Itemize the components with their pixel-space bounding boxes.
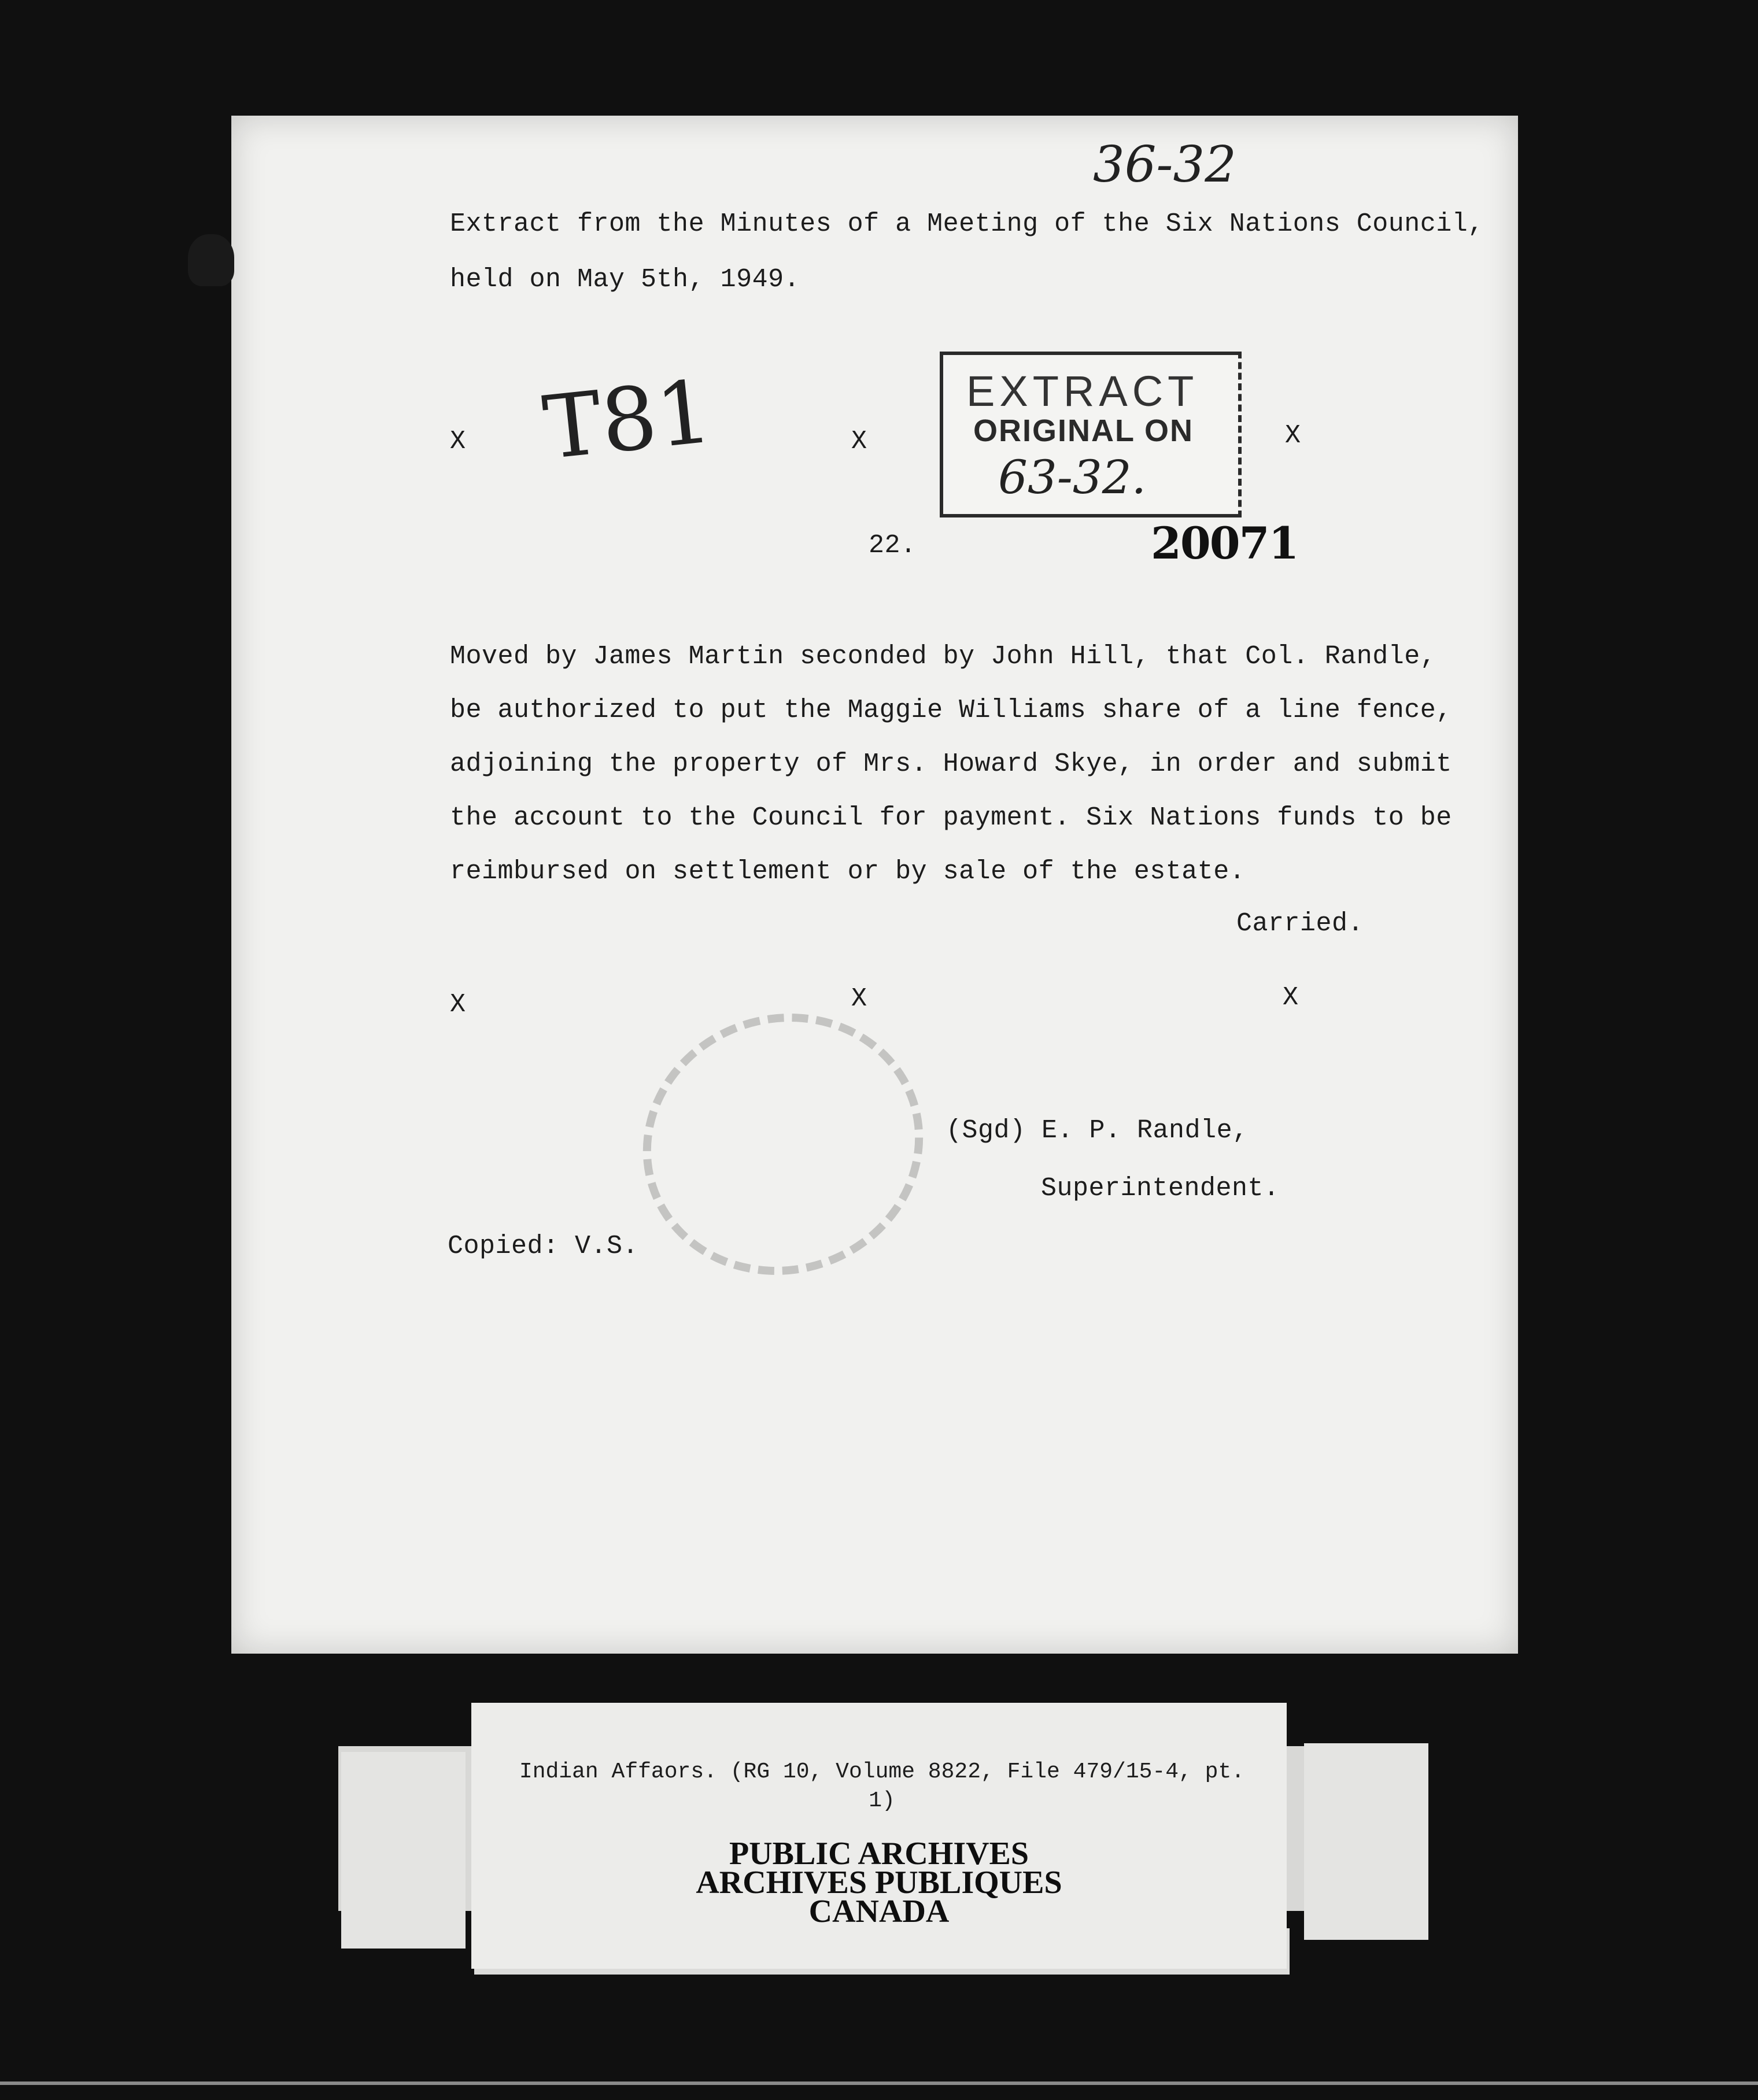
body-line-2: be authorized to put the Maggie Williams share of a line fence, xyxy=(450,696,1452,725)
margin-initials: T81 xyxy=(538,361,717,479)
body-line-4: the account to the Council for payment. Six Nations funds to be xyxy=(450,803,1452,833)
heading-line-1: Extract from the Minutes of a Meeting of the Six Nations Council, xyxy=(450,209,1484,239)
copied-note: Copied: V.S. xyxy=(448,1232,639,1261)
label-tab-left xyxy=(341,1752,466,1949)
film-edge-line xyxy=(0,2081,1758,2085)
separator-x-right-2: X xyxy=(1283,983,1299,1012)
stamp-file-reference: 63-32. xyxy=(998,450,1147,504)
archive-label xyxy=(471,1703,1287,1969)
document-page xyxy=(231,116,1518,1654)
body-line-5: reimbursed on settlement or by sale of the estate. xyxy=(450,857,1246,886)
file-number-handwritten: 36-32 xyxy=(1093,136,1236,194)
separator-x-center: X xyxy=(851,427,867,456)
item-number: 22. xyxy=(869,531,917,560)
carried-text: Carried. xyxy=(1236,909,1364,938)
archive-citation: Indian Affaors. (RG 10, Volume 8822, File 479/15-4, pt. 1) xyxy=(519,1759,1245,1813)
extract-stamp xyxy=(940,352,1242,517)
body-line-1: Moved by James Martin seconded by John Hill, that Col. Randle, xyxy=(450,642,1436,671)
ink-smudge xyxy=(188,234,234,286)
faded-seal-stamp xyxy=(609,978,958,1311)
separator-x-right: X xyxy=(1285,421,1301,450)
stamp-original-on-text: ORIGINAL ON xyxy=(973,413,1194,448)
archive-country: CANADA xyxy=(808,1894,950,1929)
body-line-3: adjoining the property of Mrs. Howard Skye, in order and submit xyxy=(450,749,1452,779)
separator-x-left-2: X xyxy=(450,990,466,1019)
separator-x-left: X xyxy=(450,427,466,456)
stamp-extract-text: EXTRACT xyxy=(966,367,1199,415)
signature-line: (Sgd) E. P. Randle, xyxy=(946,1116,1249,1145)
heading-line-2: held on May 5th, 1949. xyxy=(450,265,800,294)
serial-number: 20071 xyxy=(1151,517,1298,569)
separator-x-center-2: X xyxy=(851,984,867,1014)
archive-name-french: ARCHIVES PUBLIQUES xyxy=(696,1865,1062,1901)
archive-name-english: PUBLIC ARCHIVES xyxy=(729,1836,1029,1872)
label-tab-right xyxy=(1304,1743,1428,1940)
signatory-title: Superintendent. xyxy=(1041,1174,1280,1203)
